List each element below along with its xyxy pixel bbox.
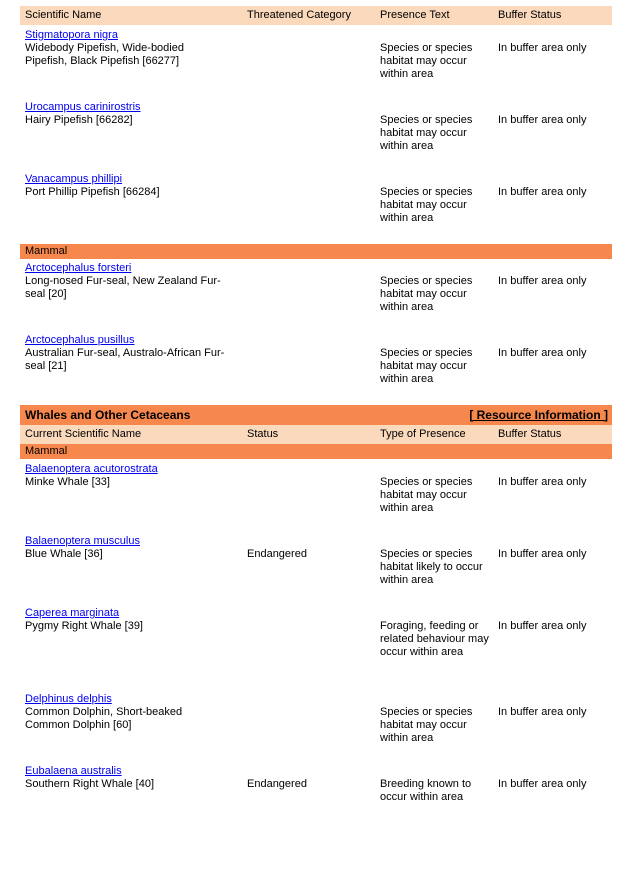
- species-link-arctocephalus-forsteri[interactable]: Arctocephalus forsteri: [25, 262, 132, 274]
- species-link-balaenoptera-musculus[interactable]: Balaenoptera musculus: [25, 535, 140, 547]
- common-name: Australian Fur-seal, Australo-African Fur-seal [21]: [25, 347, 225, 372]
- fish-table: [20, 6, 612, 386]
- presence-text: Species or species habitat likely to occur within area: [380, 548, 483, 586]
- threatened-category: [242, 186, 375, 225]
- table-row: [20, 534, 612, 587]
- table-row: [20, 462, 612, 515]
- presence-text: Species or species habitat may occur within area: [380, 114, 473, 152]
- common-name: Blue Whale [36]: [25, 548, 103, 560]
- species-link-eubalaena-australis[interactable]: Eubalaena australis: [25, 765, 122, 777]
- status: Endangered: [247, 778, 307, 790]
- common-name: Long-nosed Fur-seal, New Zealand Fur-seal [20]: [25, 275, 221, 300]
- column-header-buffer-status: Buffer Status: [498, 9, 562, 21]
- table-row: [20, 261, 612, 314]
- resource-information-link[interactable]: [ Resource Information ]: [469, 407, 608, 422]
- cetaceans-table-header-row: [20, 425, 612, 444]
- species-link-vanacampus-phillipi[interactable]: Vanacampus phillipi: [25, 173, 123, 185]
- common-name: Hairy Pipefish [66282]: [25, 114, 133, 126]
- species-link-delphinus-delphis[interactable]: Delphinus delphis: [25, 693, 112, 705]
- species-link-balaenoptera-acutorostrata[interactable]: Balaenoptera acutorostrata: [25, 463, 158, 475]
- subsection-band-mammal: [20, 444, 612, 459]
- status: [242, 620, 375, 659]
- species-link-urocampus-carinirostris[interactable]: Urocampus carinirostris: [25, 101, 141, 113]
- column-header-status: Status: [247, 428, 279, 440]
- species-link-stigmatopora-nigra[interactable]: Stigmatopora nigra: [25, 29, 118, 41]
- buffer-status: In buffer area only: [498, 114, 587, 126]
- species-link-arctocephalus-pusillus[interactable]: Arctocephalus pusillus: [25, 334, 135, 346]
- buffer-status: In buffer area only: [498, 347, 587, 359]
- common-name: Common Dolphin, Short-beaked Common Dolphin [60]: [25, 706, 183, 731]
- table-row: [20, 100, 612, 153]
- fish-table-header-row: [20, 6, 612, 25]
- subsection-label: Mammal: [25, 245, 68, 257]
- table-row: [20, 606, 612, 659]
- buffer-status: In buffer area only: [498, 778, 587, 790]
- table-row: [20, 333, 612, 386]
- presence-text: Species or species habitat may occur within area: [380, 42, 473, 80]
- common-name: Minke Whale [33]: [25, 476, 110, 488]
- table-row: [20, 764, 612, 817]
- threatened-category: [242, 114, 375, 153]
- threatened-category: [242, 42, 375, 81]
- buffer-status: In buffer area only: [498, 186, 587, 198]
- column-header-current-scientific-name: Current Scientific Name: [25, 428, 142, 440]
- common-name: Pygmy Right Whale [39]: [25, 620, 143, 632]
- column-header-presence-text: Presence Text: [380, 9, 450, 21]
- column-header-threatened-category: Threatened Category: [247, 9, 351, 21]
- presence-text: Species or species habitat may occur within area: [380, 275, 473, 313]
- column-header-scientific-name: Scientific Name: [25, 9, 102, 21]
- presence-text: Foraging, feeding or related behaviour may occur within area: [380, 620, 489, 658]
- presence-text: Breeding known to occur within area: [380, 778, 472, 803]
- table-row: [20, 172, 612, 225]
- presence-text: Species or species habitat may occur within area: [380, 706, 473, 744]
- table-row: [20, 692, 612, 745]
- common-name: Southern Right Whale [40]: [25, 778, 155, 790]
- presence-text: Species or species habitat may occur within area: [380, 186, 473, 224]
- common-name: Port Phillip Pipefish [66284]: [25, 186, 160, 198]
- buffer-status: In buffer area only: [498, 620, 587, 632]
- status: [242, 706, 375, 745]
- species-link-caperea-marginata[interactable]: Caperea marginata: [25, 607, 120, 619]
- subsection-band-mammal: [20, 244, 612, 259]
- species-report-page: [20, 6, 612, 836]
- table-row: [20, 28, 612, 81]
- presence-text: Species or species habitat may occur within area: [380, 476, 473, 514]
- buffer-status: In buffer area only: [498, 548, 587, 560]
- buffer-status: In buffer area only: [498, 476, 587, 488]
- status: [242, 476, 375, 515]
- buffer-status: In buffer area only: [498, 706, 587, 718]
- column-header-buffer-status: Buffer Status: [498, 428, 562, 440]
- buffer-status: In buffer area only: [498, 275, 587, 287]
- status: Endangered: [247, 548, 307, 560]
- common-name: Widebody Pipefish, Wide-bodied Pipefish, Black Pipefish [66277]: [25, 42, 184, 67]
- presence-text: Species or species habitat may occur within area: [380, 347, 473, 385]
- threatened-category: [242, 347, 375, 386]
- section-title: Whales and Other Cetaceans: [25, 407, 191, 422]
- subsection-label: Mammal: [25, 445, 68, 457]
- cetaceans-table: [20, 405, 612, 817]
- column-header-type-of-presence: Type of Presence: [380, 428, 466, 440]
- buffer-status: In buffer area only: [498, 42, 587, 54]
- threatened-category: [242, 275, 375, 314]
- section-header-whales-and-other-cetaceans: [20, 405, 612, 425]
